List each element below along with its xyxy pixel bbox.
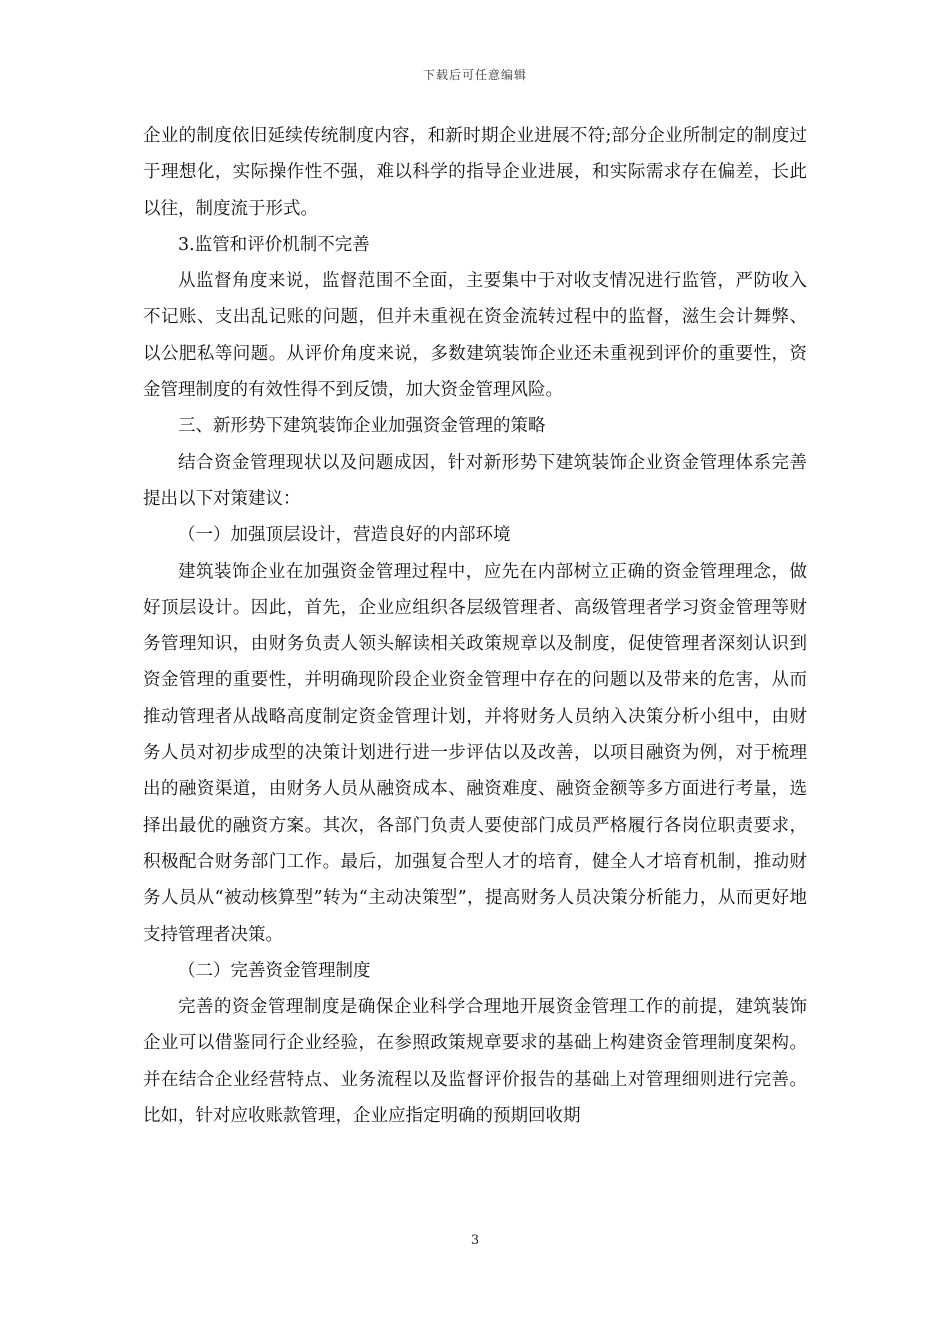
subsection-heading-fund-management-system: （二）完善资金管理制度 <box>178 960 371 981</box>
paragraph-top-level-design: 建筑装饰企业在加强资金管理过程中，应先在内部树立正确的资金管理理念，做好顶层设计。因此，首先，企业应组织各层级管理者、高级管理者学习资金管理等财务管理知识，由财务负责人领头解读相关政策规章以及制度，促使管理者深刻认识到资金管理的重要性，并明确现阶段企业资金管理中存在的问题以及带来的危害，从而推动管理者从战略高度制定资金管理计划，并将财务人员纳入决策分析小组中，由财务人员对初步成型的决策计划进行进一步评估以及改善，以项目融资为例，对于梳理出的融资渠道，由财务人员从融资成本、融资难度、融资金额等多方面进行考量，选择出最优的融资方案。其次，各部门负责人要使部门成员严格履行各岗位职责要求，积极配合财务部门工作。最后，加强复合型人才的培育，健全人才培育机制，推动财务人员从“被动核算型”转为“主动决策型”，提高财务人员决策分析能力，从而更好地支持管理者决策。 <box>143 561 807 945</box>
subsection-heading-top-level-design: （一）加强顶层设计，营造良好的内部环境 <box>178 525 511 546</box>
paragraph-supervision: 从监督角度来说，监督范围不全面，主要集中于对收支情况进行监管，严防收入不记账、支出乱记账的问题，但并未重视在资金流转过程中的监督，滋生会计舞弊、以公肥私等问题。从评价角度来说，多数建筑装饰企业还未重视到评价的重要性，资金管理制度的有效性得不到反馈，加大资金管理风险。 <box>143 271 807 401</box>
page-number: 3 <box>470 1233 480 1248</box>
subsection-heading-3: 3.监管和评价机制不完善 <box>178 234 370 255</box>
paragraph-continuation: 企业的制度依旧延续传统制度内容，和新时期企业进展不符;部分企业所制定的制度过于理想化，实际操作性不强，难以科学的指导企业进展，和实际需求存在偏差，长此以往，制度流于形式。 <box>143 126 807 219</box>
paragraph-fund-management-system: 完善的资金管理制度是确保企业科学合理地开展资金管理工作的前提，建筑装饰企业可以借鉴同行企业经验，在参照政策规章要求的基础上构建资金管理制度架构。并在结合企业经营特点、业务流程以及监督评价报告的基础上对管理细则进行完善。比如，针对应收账款管理，企业应指定明确的预期回收期 <box>143 997 807 1127</box>
page-header: 下载后可任意编辑 <box>422 68 527 82</box>
paragraph-intro-strategies: 结合资金管理现状以及问题成因，针对新形势下建筑装饰企业资金管理体系完善提出以下对策建议： <box>143 452 807 509</box>
document-body <box>143 118 807 1134</box>
section-heading-strategies: 三、新形势下建筑装饰企业加强资金管理的策略 <box>178 416 546 437</box>
